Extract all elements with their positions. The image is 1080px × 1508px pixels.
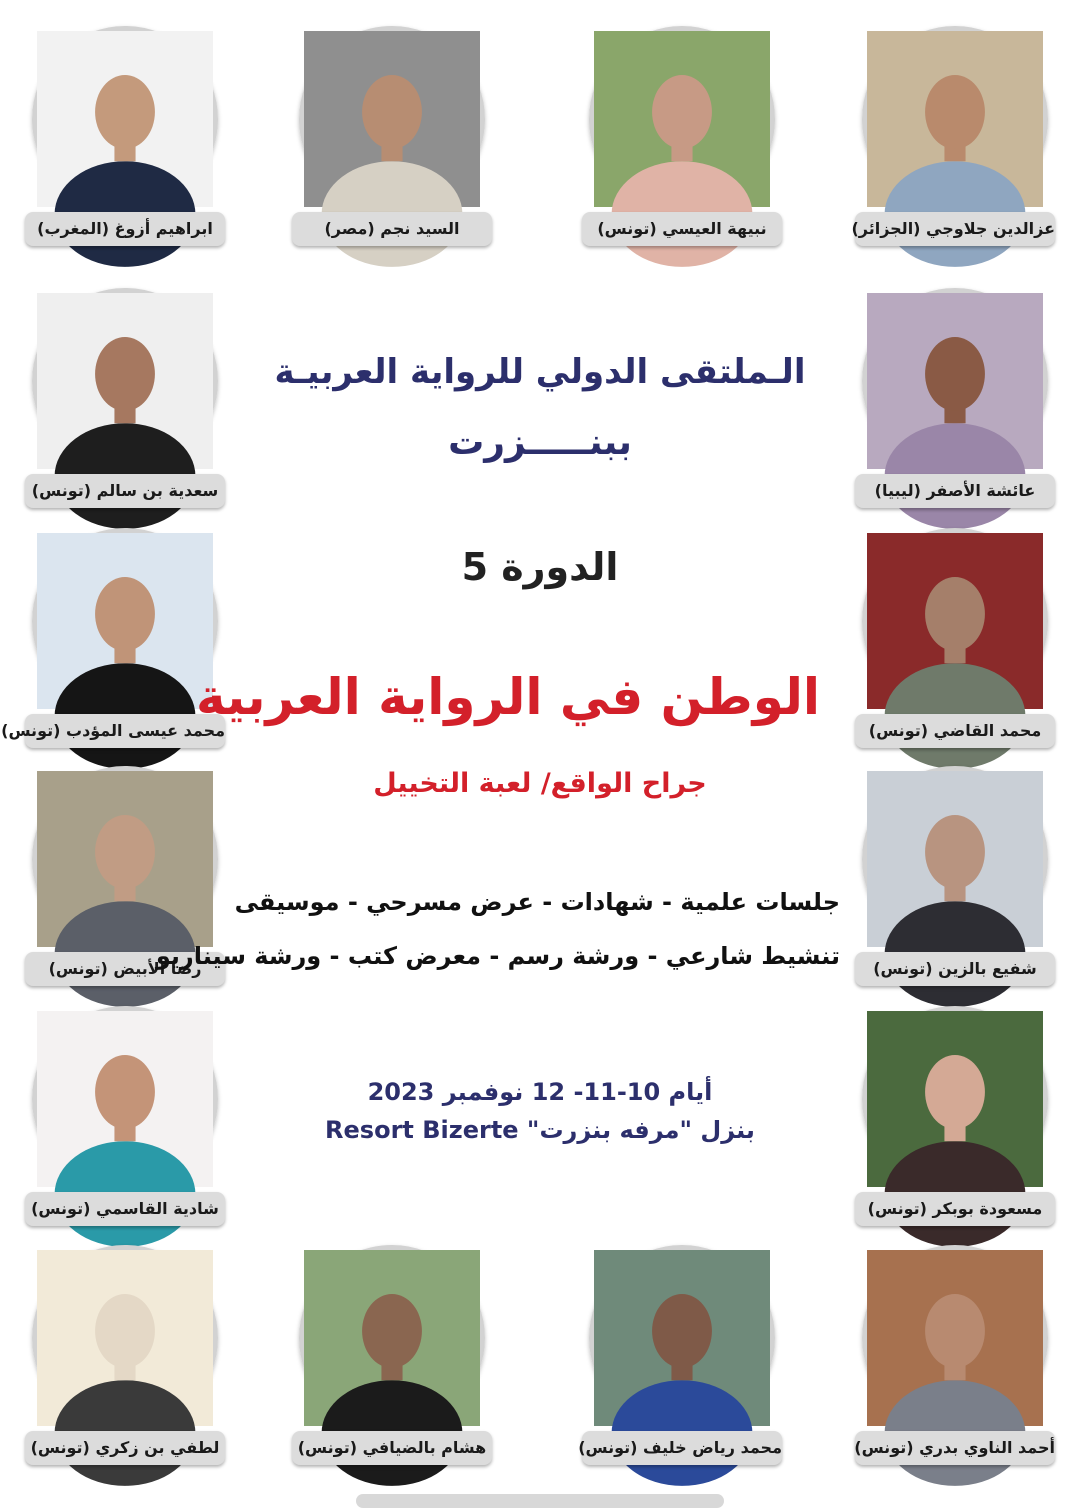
speaker-name: مسعودة بوبكر (تونس) — [855, 1192, 1055, 1226]
portrait-icon — [37, 533, 213, 709]
event-dates: أيام 10-11- 12 نوفمبر 2023 — [367, 1078, 713, 1106]
speaker-photo — [299, 1245, 485, 1431]
speaker-card — [292, 1245, 492, 1465]
speaker-card — [578, 1245, 782, 1465]
portrait-icon — [37, 1011, 213, 1187]
speaker-card — [855, 1245, 1055, 1465]
speaker-name: رضا الأبيض (تونس) — [25, 952, 225, 986]
activities-line2: تنشيط شارعي - ورشة رسم - معرض كتب - ورشة سيناريو — [155, 942, 840, 970]
portrait-icon — [37, 1250, 213, 1426]
speaker-name: شادية القاسمي (تونس) — [25, 1192, 225, 1226]
speaker-photo — [299, 26, 485, 212]
portrait-icon — [594, 1250, 770, 1426]
portrait-icon — [867, 533, 1043, 709]
speaker-photo — [589, 26, 775, 212]
portrait-icon — [867, 1011, 1043, 1187]
portrait-icon — [867, 1250, 1043, 1426]
event-title-line1: الـملتقى الدولي للرواية العربيـة — [274, 352, 806, 392]
speaker-name: عزالدين جلاوجي (الجزائر) — [855, 212, 1055, 246]
speaker-card — [855, 1006, 1055, 1226]
portrait-icon — [867, 771, 1043, 947]
edition-label: الدورة 5 — [461, 545, 619, 589]
speaker-name: عائشة الأصفر (ليبيا) — [855, 474, 1055, 508]
speaker-card — [855, 288, 1055, 508]
speaker-name: شفيع بالزين (تونس) — [855, 952, 1055, 986]
speaker-photo — [32, 1006, 218, 1192]
theme-title: الوطن في الرواية العربية — [196, 668, 820, 726]
speaker-name: ابراهيم أزوغ (المغرب) — [25, 212, 225, 246]
scroll-handle[interactable] — [356, 1494, 724, 1508]
portrait-icon — [37, 31, 213, 207]
speaker-name: محمد القاضي (تونس) — [855, 714, 1055, 748]
speaker-photo — [862, 26, 1048, 212]
speaker-name: السيد نجم (مصر) — [292, 212, 492, 246]
speaker-photo — [589, 1245, 775, 1431]
speaker-photo — [32, 26, 218, 212]
speaker-card — [25, 1006, 225, 1226]
speaker-name: نبيهة العيسي (تونس) — [582, 212, 782, 246]
speaker-card — [25, 26, 225, 246]
portrait-icon — [304, 31, 480, 207]
speaker-name: لطفي بن زكري (تونس) — [25, 1431, 225, 1465]
speaker-photo — [862, 288, 1048, 474]
speaker-name: محمد عيسى المؤدب (تونس) — [25, 714, 225, 748]
activities-line1: جلسات علمية - شهادات - عرض مسرحي - موسيقى — [234, 888, 840, 916]
speaker-photo — [862, 528, 1048, 714]
speaker-card — [855, 766, 1055, 986]
speaker-card — [851, 26, 1055, 246]
portrait-icon — [867, 293, 1043, 469]
theme-subtitle: جراح الواقع/ لعبة التخييل — [373, 768, 707, 799]
speaker-photo — [32, 288, 218, 474]
speaker-card — [582, 26, 782, 246]
portrait-icon — [37, 771, 213, 947]
portrait-icon — [594, 31, 770, 207]
portrait-icon — [37, 293, 213, 469]
speaker-card — [25, 1245, 225, 1465]
speaker-photo — [32, 528, 218, 714]
speaker-photo — [32, 766, 218, 952]
portrait-icon — [867, 31, 1043, 207]
speaker-photo — [862, 1006, 1048, 1192]
event-venue: بنزل "مرفه بنزرت" Resort Bizerte — [325, 1116, 755, 1144]
speaker-card — [1, 528, 225, 748]
speaker-name: هشام بالضيافي (تونس) — [292, 1431, 492, 1465]
speaker-photo — [32, 1245, 218, 1431]
speaker-photo — [862, 1245, 1048, 1431]
speaker-card — [292, 26, 492, 246]
event-title-line2: ببنـــــزرت — [448, 422, 632, 463]
speaker-name: محمد رياض خليف (تونس) — [582, 1431, 782, 1465]
speaker-name: أحمد الناوي بدري (تونس) — [855, 1431, 1055, 1465]
speaker-card — [25, 288, 225, 508]
speaker-photo — [862, 766, 1048, 952]
portrait-icon — [304, 1250, 480, 1426]
speaker-card — [855, 528, 1055, 748]
speaker-name: سعدية بن سالم (تونس) — [25, 474, 225, 508]
